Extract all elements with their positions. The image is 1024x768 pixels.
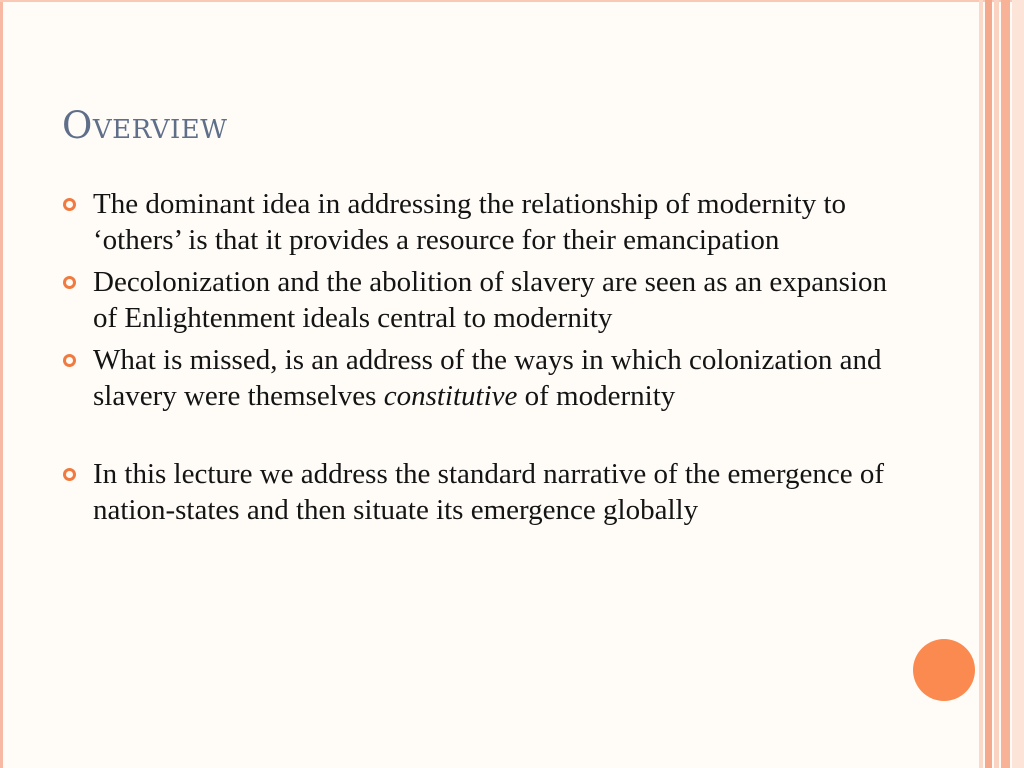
bullet-text [93,344,881,412]
bullet-text-plain: What is missed, is an address of the ways in which colonization and slavery were themselves [93,344,882,412]
ring-bullet-icon [63,468,76,481]
bullet-text: Decolonization and the abolition of slavery are seen as an expansion of Enlightenment ideals central to modernity [93,266,888,334]
ring-bullet-icon [63,354,76,367]
bullet-text: In this lecture we address the standard narrative of the emergence of nation-states and then situate its emergence globally [93,458,884,526]
bullet-item [62,342,892,414]
bullet-text-italic: constitutive [383,380,518,412]
slide-title: Overview [62,104,228,147]
bullet-item [62,456,892,528]
decorative-stripe [994,0,999,768]
decorative-stripe [979,0,983,768]
bullet-list [62,186,892,534]
slide-frame-left [0,0,3,768]
orange-circle-decoration [913,639,975,701]
ring-bullet-icon [63,198,76,211]
bullet-item [62,186,892,258]
bullet-text-plain: of modernity [517,380,676,412]
decorative-stripe [1001,0,1010,768]
ring-bullet-icon [63,276,76,289]
decorative-stripe [985,0,992,768]
decorative-stripe [1012,0,1024,768]
bullet-text: The dominant idea in addressing the relationship of modernity to ‘others’ is that it provides a resource for their emancipation [93,188,847,256]
bullet-item [62,264,892,336]
slide-frame-top [0,0,1024,2]
